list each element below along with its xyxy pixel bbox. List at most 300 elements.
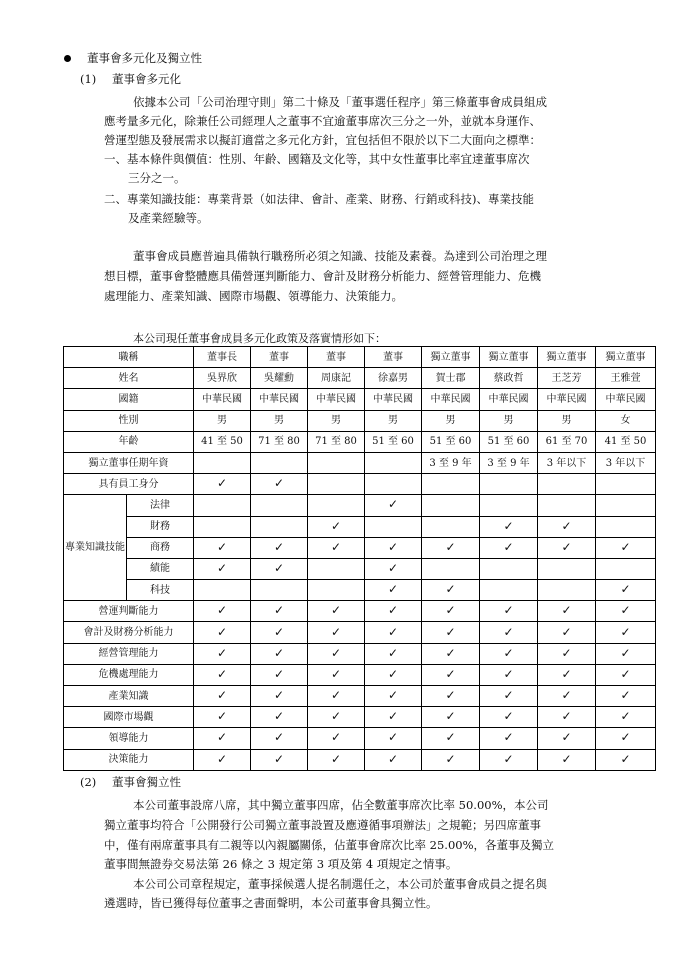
check-icon: ✓ bbox=[445, 603, 456, 618]
skill-label: 科技 bbox=[127, 580, 194, 601]
title-cell: 獨立董事 bbox=[538, 347, 596, 368]
check-cell bbox=[422, 622, 480, 643]
check-icon: ✓ bbox=[216, 730, 228, 745]
check-cell bbox=[480, 495, 538, 516]
check-cell bbox=[480, 686, 538, 707]
check-cell bbox=[480, 728, 538, 749]
check-cell bbox=[422, 664, 480, 685]
check-icon: ✓ bbox=[561, 624, 572, 639]
check-icon: ✓ bbox=[561, 709, 572, 724]
tenure-cell: 3 至 9 年 bbox=[480, 452, 538, 473]
age-cell: 41 至 50 bbox=[194, 431, 251, 452]
check-icon: ✓ bbox=[445, 730, 456, 745]
check-cell bbox=[538, 664, 596, 685]
check-icon: ✓ bbox=[620, 645, 631, 660]
bullet-icon bbox=[64, 55, 71, 62]
title-cell: 董事 bbox=[308, 347, 365, 368]
skill-label: 法律 bbox=[127, 495, 194, 516]
nationality-cell: 中華民國 bbox=[365, 389, 422, 410]
check-cell bbox=[308, 580, 365, 601]
list-item-2-cont: 及產業經驗等。 bbox=[128, 211, 209, 225]
check-cell bbox=[596, 707, 656, 728]
check-cell bbox=[194, 622, 251, 643]
paragraph-line: 獨立董事均符合「公開發行公司獨立董事設置及應遵循事項辦法」之規範；另四席董事 bbox=[104, 818, 541, 832]
check-cell bbox=[251, 580, 308, 601]
check-icon: ✓ bbox=[387, 560, 399, 575]
check-icon: ✓ bbox=[387, 666, 399, 681]
check-cell bbox=[538, 686, 596, 707]
name-cell: 徐嘉男 bbox=[365, 368, 422, 389]
check-cell bbox=[365, 558, 422, 579]
check-cell bbox=[194, 686, 251, 707]
check-cell bbox=[596, 728, 656, 749]
check-cell bbox=[194, 664, 251, 685]
paragraph-line: 應考量多元化，除兼任公司經理人之董事不宜逾董事席次三分之一外，並就本身運作、 bbox=[104, 114, 541, 128]
check-cell bbox=[194, 558, 251, 579]
table-row-ability bbox=[64, 686, 656, 707]
check-icon: ✓ bbox=[330, 539, 342, 554]
title-cell: 獨立董事 bbox=[480, 347, 538, 368]
check-icon: ✓ bbox=[387, 709, 399, 724]
check-cell bbox=[596, 516, 656, 537]
check-icon: ✓ bbox=[445, 539, 456, 554]
check-icon: ✓ bbox=[273, 603, 285, 618]
check-cell bbox=[365, 516, 422, 537]
check-icon: ✓ bbox=[330, 709, 342, 724]
check-cell bbox=[308, 707, 365, 728]
gender-cell: 男 bbox=[538, 410, 596, 431]
check-cell bbox=[251, 474, 308, 495]
skill-label: 績能 bbox=[127, 558, 194, 579]
row-label-gender: 性別 bbox=[64, 410, 194, 431]
check-cell bbox=[194, 537, 251, 558]
check-icon: ✓ bbox=[216, 666, 228, 681]
table-row-employee bbox=[64, 474, 656, 495]
ability-label: 產業知識 bbox=[64, 686, 194, 707]
tenure-cell bbox=[251, 452, 308, 473]
check-cell bbox=[480, 558, 538, 579]
check-icon: ✓ bbox=[387, 624, 399, 639]
check-icon: ✓ bbox=[503, 751, 514, 766]
check-cell bbox=[422, 474, 480, 495]
check-icon: ✓ bbox=[561, 603, 572, 618]
paragraph-line: 本公司董事設席八席，其中獨立董事四席，佔全數董事席次比率 50.00%，本公司 bbox=[133, 798, 549, 812]
check-cell bbox=[422, 686, 480, 707]
table-row-ability bbox=[64, 664, 656, 685]
check-cell bbox=[538, 622, 596, 643]
check-cell bbox=[251, 495, 308, 516]
table-row-ability bbox=[64, 601, 656, 622]
check-icon: ✓ bbox=[330, 518, 342, 533]
check-icon: ✓ bbox=[503, 645, 514, 660]
check-icon: ✓ bbox=[387, 730, 399, 745]
list-item-1-cont: 三分之一。 bbox=[128, 171, 186, 185]
check-icon: ✓ bbox=[330, 730, 342, 745]
age-cell: 51 至 60 bbox=[480, 431, 538, 452]
ability-label: 國際市場觀 bbox=[64, 707, 194, 728]
table-row-name bbox=[64, 368, 656, 389]
check-cell bbox=[480, 537, 538, 558]
table-row-gender bbox=[64, 410, 656, 431]
tenure-cell bbox=[365, 452, 422, 473]
nationality-cell: 中華民國 bbox=[422, 389, 480, 410]
check-icon: ✓ bbox=[561, 539, 572, 554]
nationality-cell: 中華民國 bbox=[194, 389, 251, 410]
gender-cell: 男 bbox=[480, 410, 538, 431]
check-icon: ✓ bbox=[216, 603, 228, 618]
check-cell bbox=[194, 580, 251, 601]
gender-cell: 男 bbox=[308, 410, 365, 431]
check-cell bbox=[480, 707, 538, 728]
check-cell bbox=[365, 707, 422, 728]
check-cell bbox=[365, 643, 422, 664]
section-title: 董事會多元化及獨立性 bbox=[87, 51, 202, 65]
check-cell bbox=[194, 643, 251, 664]
check-cell bbox=[480, 474, 538, 495]
check-cell bbox=[251, 601, 308, 622]
check-icon: ✓ bbox=[445, 688, 456, 703]
check-cell bbox=[422, 558, 480, 579]
check-icon: ✓ bbox=[445, 645, 456, 660]
skill-label: 商務 bbox=[127, 537, 194, 558]
check-cell bbox=[422, 537, 480, 558]
table-row-skill bbox=[64, 580, 656, 601]
paragraph-line: 本公司公司章程規定，董事採候選人提名制選任之，本公司於董事會成員之提名與 bbox=[133, 877, 547, 891]
list-item-1: 一、基本條件與價值：性別、年齡、國籍及文化等，其中女性董事比率宜達董事席次 bbox=[104, 152, 530, 166]
gender-cell: 男 bbox=[194, 410, 251, 431]
check-icon: ✓ bbox=[273, 645, 285, 660]
check-cell bbox=[596, 580, 656, 601]
title-cell: 獨立董事 bbox=[422, 347, 480, 368]
name-cell: 王雅萱 bbox=[596, 368, 656, 389]
check-cell bbox=[596, 537, 656, 558]
check-icon: ✓ bbox=[561, 666, 572, 681]
ability-label: 經營管理能力 bbox=[64, 643, 194, 664]
check-cell bbox=[365, 749, 422, 770]
check-icon: ✓ bbox=[216, 645, 228, 660]
check-icon: ✓ bbox=[445, 666, 456, 681]
skills-category-label: 專業知識技能 bbox=[64, 495, 127, 601]
check-icon: ✓ bbox=[330, 624, 342, 639]
check-icon: ✓ bbox=[620, 666, 631, 681]
check-icon: ✓ bbox=[387, 688, 399, 703]
table-row-tenure bbox=[64, 452, 656, 473]
paragraph-line: 依據本公司「公司治理守則」第二十條及「董事選任程序」第三條董事會成員組成 bbox=[133, 95, 547, 109]
paragraph-line: 想目標，董事會整體應具備營運判斷能力、會計及財務分析能力、經營管理能力、危機 bbox=[104, 269, 541, 283]
check-cell bbox=[308, 558, 365, 579]
check-cell bbox=[365, 601, 422, 622]
check-cell bbox=[596, 664, 656, 685]
check-cell bbox=[538, 728, 596, 749]
check-cell bbox=[538, 749, 596, 770]
check-cell bbox=[422, 749, 480, 770]
check-icon: ✓ bbox=[445, 624, 456, 639]
check-icon: ✓ bbox=[561, 645, 572, 660]
ability-label: 營運判斷能力 bbox=[64, 601, 194, 622]
check-cell bbox=[422, 495, 480, 516]
check-cell bbox=[365, 622, 422, 643]
table-row-ability bbox=[64, 728, 656, 749]
check-cell bbox=[194, 749, 251, 770]
check-icon: ✓ bbox=[387, 645, 399, 660]
nationality-cell: 中華民國 bbox=[480, 389, 538, 410]
check-icon: ✓ bbox=[561, 751, 572, 766]
name-cell: 吳界欣 bbox=[194, 368, 251, 389]
check-cell bbox=[194, 728, 251, 749]
row-label-title: 職稱 bbox=[64, 347, 194, 368]
check-cell bbox=[596, 686, 656, 707]
check-icon: ✓ bbox=[387, 497, 399, 512]
check-icon: ✓ bbox=[503, 539, 514, 554]
paragraph-line: 營運型態及發展需求以擬訂適當之多元化方針，宜包括但不限於以下二大面向之標準： bbox=[104, 133, 541, 147]
tenure-cell bbox=[308, 452, 365, 473]
row-label-name: 姓名 bbox=[64, 368, 194, 389]
check-cell bbox=[596, 749, 656, 770]
check-icon: ✓ bbox=[387, 582, 399, 597]
check-cell bbox=[194, 495, 251, 516]
check-cell bbox=[251, 537, 308, 558]
check-icon: ✓ bbox=[216, 709, 228, 724]
check-cell bbox=[422, 728, 480, 749]
name-cell: 賀士郡 bbox=[422, 368, 480, 389]
age-cell: 61 至 70 bbox=[538, 431, 596, 452]
gender-cell: 男 bbox=[251, 410, 308, 431]
check-cell bbox=[251, 686, 308, 707]
independence-heading: 董事會獨立性 bbox=[112, 775, 181, 789]
nationality-cell: 中華民國 bbox=[538, 389, 596, 410]
row-label-tenure: 獨立董事任期年資 bbox=[64, 452, 194, 473]
check-icon: ✓ bbox=[503, 603, 514, 618]
check-icon: ✓ bbox=[273, 624, 285, 639]
check-icon: ✓ bbox=[387, 539, 399, 554]
check-cell bbox=[538, 558, 596, 579]
title-cell: 董事 bbox=[251, 347, 308, 368]
check-icon: ✓ bbox=[330, 688, 342, 703]
age-cell: 51 至 60 bbox=[422, 431, 480, 452]
check-icon: ✓ bbox=[216, 539, 228, 554]
check-icon: ✓ bbox=[273, 751, 285, 766]
list-item-2: 二、專業知識技能：專業背景（如法律、會計、產業、財務、行銷或科技)、專業技能 bbox=[104, 192, 534, 206]
check-cell bbox=[480, 601, 538, 622]
check-cell bbox=[308, 749, 365, 770]
check-icon: ✓ bbox=[445, 751, 456, 766]
title-cell: 董事 bbox=[365, 347, 422, 368]
check-cell bbox=[538, 643, 596, 664]
check-cell bbox=[308, 664, 365, 685]
ability-label: 決策能力 bbox=[64, 749, 194, 770]
check-cell bbox=[422, 707, 480, 728]
diversity-heading: 董事會多元化 bbox=[112, 72, 181, 86]
check-icon: ✓ bbox=[561, 518, 572, 533]
title-cell: 獨立董事 bbox=[596, 347, 656, 368]
check-cell bbox=[365, 686, 422, 707]
check-cell bbox=[365, 537, 422, 558]
check-cell bbox=[422, 643, 480, 664]
check-icon: ✓ bbox=[503, 518, 514, 533]
check-icon: ✓ bbox=[330, 645, 342, 660]
check-cell bbox=[251, 707, 308, 728]
check-cell bbox=[596, 601, 656, 622]
gender-cell: 女 bbox=[596, 410, 656, 431]
check-cell bbox=[596, 558, 656, 579]
tenure-cell: 3 年以下 bbox=[596, 452, 656, 473]
name-cell: 周康記 bbox=[308, 368, 365, 389]
check-icon: ✓ bbox=[387, 603, 399, 618]
check-icon: ✓ bbox=[503, 709, 514, 724]
check-cell bbox=[596, 643, 656, 664]
check-cell bbox=[251, 558, 308, 579]
check-cell bbox=[422, 580, 480, 601]
check-icon: ✓ bbox=[503, 624, 514, 639]
check-cell bbox=[480, 516, 538, 537]
ability-label: 危機處理能力 bbox=[64, 664, 194, 685]
tenure-cell bbox=[194, 452, 251, 473]
name-cell: 吳耀勳 bbox=[251, 368, 308, 389]
check-cell bbox=[538, 495, 596, 516]
nationality-cell: 中華民國 bbox=[308, 389, 365, 410]
table-row-ability bbox=[64, 707, 656, 728]
table-row-nationality bbox=[64, 389, 656, 410]
check-icon: ✓ bbox=[620, 582, 631, 597]
check-icon: ✓ bbox=[216, 476, 228, 491]
check-cell bbox=[365, 728, 422, 749]
table-row-ability bbox=[64, 643, 656, 664]
table-row-skill bbox=[64, 537, 656, 558]
check-cell bbox=[365, 495, 422, 516]
check-icon: ✓ bbox=[330, 751, 342, 766]
table-row-skill bbox=[64, 516, 656, 537]
check-cell bbox=[251, 622, 308, 643]
table-caption: 本公司現任董事會成員多元化政策及落實情形如下： bbox=[133, 332, 386, 345]
check-icon: ✓ bbox=[387, 751, 399, 766]
check-cell bbox=[480, 664, 538, 685]
check-cell bbox=[308, 728, 365, 749]
check-cell bbox=[194, 516, 251, 537]
check-icon: ✓ bbox=[216, 751, 228, 766]
heading-number-2: (2) bbox=[80, 775, 97, 789]
check-cell bbox=[480, 580, 538, 601]
check-cell bbox=[538, 474, 596, 495]
check-cell bbox=[480, 622, 538, 643]
check-cell bbox=[365, 580, 422, 601]
check-cell bbox=[596, 495, 656, 516]
check-cell bbox=[308, 601, 365, 622]
check-cell bbox=[308, 495, 365, 516]
check-cell bbox=[308, 643, 365, 664]
check-icon: ✓ bbox=[273, 688, 285, 703]
check-cell bbox=[422, 601, 480, 622]
check-cell bbox=[194, 601, 251, 622]
check-cell bbox=[422, 516, 480, 537]
nationality-cell: 中華民國 bbox=[251, 389, 308, 410]
check-icon: ✓ bbox=[273, 709, 285, 724]
check-icon: ✓ bbox=[620, 688, 631, 703]
name-cell: 王芝芳 bbox=[538, 368, 596, 389]
check-icon: ✓ bbox=[330, 603, 342, 618]
age-cell: 71 至 80 bbox=[251, 431, 308, 452]
table-row-skill bbox=[64, 495, 656, 516]
check-icon: ✓ bbox=[216, 688, 228, 703]
ability-label: 會計及財務分析能力 bbox=[64, 622, 194, 643]
table-row-ability bbox=[64, 622, 656, 643]
check-cell bbox=[480, 643, 538, 664]
check-cell bbox=[538, 707, 596, 728]
name-cell: 蔡政哲 bbox=[480, 368, 538, 389]
check-icon: ✓ bbox=[561, 730, 572, 745]
table-row-ability bbox=[64, 749, 656, 770]
age-cell: 41 至 50 bbox=[596, 431, 656, 452]
gender-cell: 男 bbox=[365, 410, 422, 431]
check-cell bbox=[308, 622, 365, 643]
check-icon: ✓ bbox=[216, 560, 228, 575]
age-cell: 51 至 60 bbox=[365, 431, 422, 452]
check-cell bbox=[480, 749, 538, 770]
check-icon: ✓ bbox=[561, 688, 572, 703]
check-icon: ✓ bbox=[620, 603, 631, 618]
check-icon: ✓ bbox=[620, 730, 631, 745]
paragraph-line: 董事會成員應普遍具備執行職務所必須之知識、技能及素養。為達到公司治理之理 bbox=[133, 249, 547, 263]
row-label-employee: 具有員工身分 bbox=[64, 474, 194, 495]
check-cell bbox=[308, 474, 365, 495]
table-row-age bbox=[64, 431, 656, 452]
row-label-age: 年齡 bbox=[64, 431, 194, 452]
check-cell bbox=[538, 516, 596, 537]
check-cell bbox=[194, 707, 251, 728]
check-icon: ✓ bbox=[273, 560, 285, 575]
diversity-table bbox=[63, 346, 656, 771]
title-cell: 董事長 bbox=[194, 347, 251, 368]
check-icon: ✓ bbox=[620, 624, 631, 639]
check-icon: ✓ bbox=[273, 666, 285, 681]
check-icon: ✓ bbox=[503, 666, 514, 681]
tenure-cell: 3 至 9 年 bbox=[422, 452, 480, 473]
check-icon: ✓ bbox=[273, 476, 285, 491]
check-cell bbox=[365, 474, 422, 495]
check-cell bbox=[194, 474, 251, 495]
table-row-title bbox=[64, 347, 656, 368]
check-icon: ✓ bbox=[330, 666, 342, 681]
check-cell bbox=[251, 643, 308, 664]
check-icon: ✓ bbox=[620, 751, 631, 766]
check-cell bbox=[596, 622, 656, 643]
check-cell bbox=[538, 601, 596, 622]
check-icon: ✓ bbox=[445, 709, 456, 724]
ability-label: 領導能力 bbox=[64, 728, 194, 749]
check-icon: ✓ bbox=[216, 624, 228, 639]
check-icon: ✓ bbox=[445, 582, 456, 597]
heading-number-1: (1) bbox=[80, 72, 97, 86]
age-cell: 71 至 80 bbox=[308, 431, 365, 452]
check-icon: ✓ bbox=[620, 709, 631, 724]
check-cell bbox=[308, 516, 365, 537]
check-icon: ✓ bbox=[620, 539, 631, 554]
paragraph-line: 中，僅有兩席董事具有二親等以內親屬關係，佔董事會席次比率 25.00%，各董事及獨立 bbox=[104, 838, 555, 852]
check-cell bbox=[251, 728, 308, 749]
check-cell bbox=[308, 686, 365, 707]
nationality-cell: 中華民國 bbox=[596, 389, 656, 410]
row-label-nationality: 國籍 bbox=[64, 389, 194, 410]
check-cell bbox=[596, 474, 656, 495]
table-row-skill bbox=[64, 558, 656, 579]
tenure-cell: 3 年以下 bbox=[538, 452, 596, 473]
gender-cell: 男 bbox=[422, 410, 480, 431]
check-cell bbox=[538, 537, 596, 558]
paragraph-line: 遴選時，皆已獲得每位董事之書面聲明，本公司董事會具獨立性。 bbox=[104, 896, 438, 910]
paragraph-line: 處理能力、產業知識、國際市場觀、領導能力、決策能力。 bbox=[104, 289, 403, 303]
check-icon: ✓ bbox=[273, 539, 285, 554]
skill-label: 財務 bbox=[127, 516, 194, 537]
check-cell bbox=[251, 664, 308, 685]
